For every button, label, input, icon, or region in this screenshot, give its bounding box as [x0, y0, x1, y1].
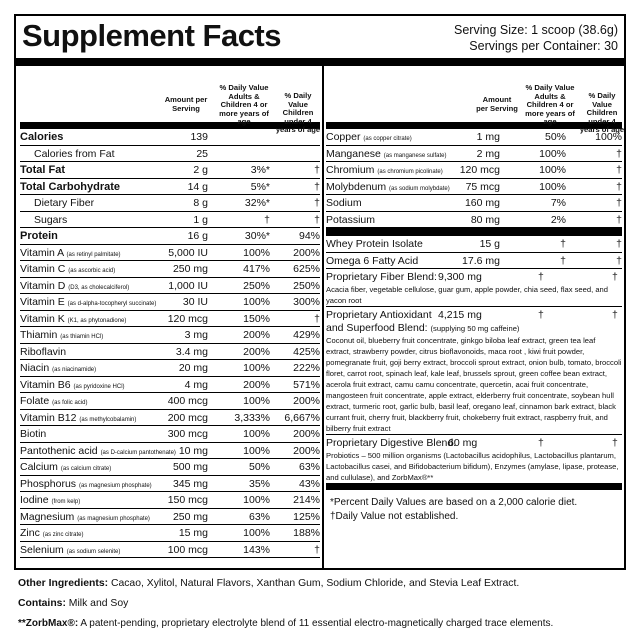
- nutrient-dv-children: 214%: [293, 494, 320, 506]
- nutrient-row: [20, 344, 320, 361]
- nutrient-amount: 150 mcg: [167, 494, 208, 506]
- nutrient-name: [20, 230, 58, 242]
- dv-children-header-right: % Daily Value Children under 4 years of age: [579, 91, 625, 134]
- nutrient-source: (as niacinamide): [52, 367, 97, 373]
- digestive-blend-name: Proprietary Digestive Blend:: [326, 437, 457, 449]
- digestive-blend-desc: Probiotics – 500 million organisms (Lactobacillus acidophilus, Lactobacillus plantarum, Lactobacillus casei, and Bifidobacterium bifidum), Enzymes (amylase, lipase, protease, and cullulase), and ZorbMax®**: [326, 451, 619, 482]
- nutrient-row: [326, 179, 622, 196]
- nutrient-name: [20, 362, 96, 374]
- nutrient-amount: 250 mg: [172, 263, 208, 275]
- nutrient-amount: 20 mg: [178, 362, 208, 374]
- nutrient-amount: 500 mg: [172, 461, 208, 473]
- nutrient-amount: 200 mcg: [167, 411, 208, 424]
- nutrient-row: [20, 245, 320, 262]
- nutrient-name-text: Whey Protein Isolate: [326, 238, 423, 250]
- nutrient-dv-children: †: [616, 147, 622, 160]
- nutrient-dv-children: 250%: [293, 279, 320, 292]
- nutrient-amount: 8 g: [193, 197, 208, 209]
- nutrient-amount: 1 g: [193, 213, 208, 226]
- nutrient-dv-adults: 100%: [243, 444, 270, 457]
- nutrient-dv-adults: 35%: [248, 477, 270, 490]
- nutrient-name: [326, 164, 443, 176]
- nutrient-dv-adults: 100%: [539, 147, 566, 160]
- nutrient-source: (as d-alpha-tocopheryl succinate): [67, 301, 157, 307]
- nutrient-amount: 100 mcg: [167, 543, 208, 556]
- nutrient-dv-adults: 143%: [243, 543, 270, 556]
- nutrient-amount: 75 mcg: [465, 180, 500, 193]
- nutrient-row: [20, 377, 320, 394]
- nutrient-row: [20, 146, 320, 163]
- nutrient-source: (as thiamin HCl): [60, 334, 104, 340]
- fiber-blend-name: Proprietary Fiber Blend:: [326, 271, 437, 283]
- left-column-header: [20, 66, 321, 134]
- nutrient-source: (as copper citrate): [363, 136, 412, 142]
- antioxidant-blend-name: Proprietary Antioxidant: [326, 309, 432, 321]
- nutrient-source: (as pyridoxine HCl): [73, 383, 125, 390]
- nutrient-row: [326, 236, 622, 253]
- nutrient-name: [326, 197, 362, 209]
- nutrient-dv-adults: 5%*: [250, 180, 270, 193]
- nutrient-amount: 5,000 IU: [168, 246, 208, 259]
- nutrient-source: (as calcium citrate): [60, 466, 112, 472]
- nutrient-name-text: Vitamin B6: [20, 378, 71, 391]
- nutrient-source: (as ascorbic acid): [68, 268, 116, 274]
- antioxidant-blend-dv2: †: [612, 309, 618, 321]
- nutrient-name: [20, 527, 83, 539]
- nutrient-amount: 160 mg: [464, 197, 500, 209]
- nutrient-row: [20, 410, 320, 427]
- nutrient-dv-children: †: [616, 197, 622, 209]
- digestive-blend-dv1: †: [538, 437, 544, 449]
- nutrient-name: [326, 238, 423, 250]
- nutrient-dv-children: †: [616, 238, 622, 250]
- nutrient-name: [34, 214, 67, 226]
- nutrient-source: (as sodium selenite): [66, 548, 121, 555]
- nutrient-name-text: Biotin: [20, 428, 47, 440]
- nutrient-dv-children: †: [616, 164, 622, 176]
- bottom-notes: [18, 574, 628, 634]
- supplement-facts-panel: [14, 14, 626, 570]
- nutrient-row: [20, 426, 320, 443]
- nutrient-name-text: Total Fat: [20, 164, 66, 176]
- nutrient-source: (as D-calcium pantothenate): [100, 449, 176, 456]
- nutrient-name: [326, 148, 447, 160]
- nutrient-name: [34, 148, 115, 160]
- page-title: Supplement Facts: [22, 18, 281, 53]
- top-divider: [16, 58, 624, 66]
- nutrient-name: [326, 214, 375, 226]
- right-nutrient-list: [326, 129, 622, 228]
- nutrient-name: [20, 379, 125, 391]
- nutrient-row: [20, 228, 320, 245]
- nutrient-name: [326, 255, 418, 267]
- nutrient-dv-adults: †: [560, 238, 566, 250]
- zorbmax-note: **ZorbMax®: A patent-pending, proprietary electrolyte blend of 11 essential electro-magnetically charged trace elements.: [18, 618, 554, 629]
- nutrient-row: [20, 162, 320, 179]
- nutrient-source: (as magnesium phosphate): [78, 482, 152, 489]
- nutrient-amount: 16 g: [187, 230, 208, 242]
- nutrient-dv-adults: 100%: [243, 395, 270, 407]
- nutrient-name: [20, 263, 115, 275]
- nutrient-name: [20, 461, 111, 473]
- nutrient-row: [20, 294, 320, 311]
- nutrient-source: (as retinyl palmitate): [66, 251, 121, 258]
- antioxidant-blend-name2: and Superfood Blend:: [326, 322, 428, 334]
- nutrient-dv-adults: 100%: [243, 362, 270, 374]
- nutrient-amount: 80 mg: [470, 213, 500, 226]
- nutrient-name: [20, 131, 63, 143]
- nutrient-source: (as sodium molybdate): [389, 185, 450, 192]
- nutrient-row: [20, 542, 320, 559]
- nutrient-amount: 120 mcg: [459, 164, 500, 176]
- nutrient-row: [326, 195, 622, 212]
- nutrient-amount: 15 mg: [178, 527, 208, 539]
- nutrient-name-text: Riboflavin: [20, 345, 67, 358]
- nutrient-dv-children: †: [314, 164, 320, 176]
- nutrient-amount: 1 mg: [476, 131, 500, 143]
- nutrient-name: [20, 544, 120, 556]
- nutrient-dv-children: 200%: [293, 444, 320, 457]
- nutrient-name-text: Dietary Fiber: [34, 197, 95, 209]
- nutrient-name-text: Sugars: [34, 213, 68, 226]
- nutrient-dv-adults: 100%: [539, 164, 566, 176]
- dv-children-header: % Daily Value Children under 4 years of age: [275, 91, 321, 134]
- nutrient-row: [20, 443, 320, 460]
- nutrient-source: (as magnesium phosphate): [77, 515, 150, 522]
- nutrient-dv-children: 200%: [293, 428, 320, 440]
- nutrient-name: [20, 412, 136, 424]
- nutrient-dv-children: 63%: [298, 461, 320, 473]
- contains: Contains: Milk and Soy: [18, 598, 129, 609]
- serving-info: [454, 22, 618, 54]
- nutrient-row: [20, 509, 320, 526]
- nutrient-name-text: Zinc: [20, 527, 40, 539]
- right-column: [326, 66, 625, 524]
- nutrient-dv-adults: 200%: [243, 345, 270, 358]
- nutrient-dv-adults: 200%: [243, 378, 270, 391]
- nutrient-name-text: Thiamin: [20, 329, 58, 341]
- footnotes: [326, 496, 622, 524]
- nutrient-amount: 14 g: [187, 180, 208, 193]
- nutrient-amount: 4 mg: [184, 378, 208, 391]
- nutrient-dv-adults: 100%: [243, 527, 270, 539]
- nutrient-dv-adults: 200%: [243, 329, 270, 341]
- left-nutrient-list: [20, 129, 320, 558]
- dv-adults-header-right: % Daily Value Adults & Children 4 or more years of age: [525, 83, 575, 126]
- right-ingredient-list: [326, 236, 622, 269]
- nutrient-dv-children: 429%: [293, 329, 320, 341]
- amount-header-right: Amount per Serving: [476, 95, 518, 113]
- nutrient-amount: 120 mcg: [167, 312, 208, 325]
- nutrient-row: [20, 311, 320, 328]
- nutrient-row: [20, 525, 320, 542]
- nutrient-source: (as methylcobalamin): [79, 416, 137, 423]
- footnote-percent: *Percent Daily Values are based on a 2,000 calorie diet.: [330, 497, 578, 508]
- nutrient-dv-children: †: [314, 197, 320, 209]
- antioxidant-blend-amount: 4,215 mg: [438, 309, 482, 321]
- nutrient-dv-children: 222%: [293, 362, 320, 374]
- nutrient-amount: 15 g: [479, 238, 500, 250]
- nutrient-source: (D3, as cholecalciferol): [68, 284, 130, 291]
- nutrient-dv-children: 571%: [293, 378, 320, 391]
- nutrient-row: [326, 253, 622, 270]
- nutrient-row: [20, 476, 320, 493]
- nutrient-amount: 400 mcg: [167, 395, 208, 407]
- nutrient-row: [326, 162, 622, 179]
- fiber-blend: [326, 269, 622, 307]
- nutrient-row: [20, 212, 320, 229]
- nutrient-dv-children: †: [616, 180, 622, 193]
- fiber-blend-amount: 9,300 mg: [438, 271, 482, 283]
- nutrient-row: [20, 459, 320, 476]
- digestive-blend-amount: 60 mg: [448, 437, 478, 449]
- nutrient-amount: 25: [196, 147, 208, 160]
- nutrient-name: [20, 494, 80, 506]
- nutrient-name-text: Molybdenum: [326, 180, 387, 193]
- nutrient-amount: 345 mg: [172, 477, 208, 490]
- nutrient-dv-children: 300%: [293, 296, 320, 308]
- nutrient-amount: 3 mg: [184, 329, 208, 341]
- dv-adults-header: % Daily Value Adults & Children 4 or more years of age: [219, 83, 269, 126]
- nutrient-name: [20, 296, 156, 308]
- nutrient-amount: 1,000 IU: [168, 279, 208, 292]
- fiber-blend-dv2: †: [612, 271, 618, 283]
- nutrient-name-text: Vitamin A: [20, 246, 64, 259]
- nutrient-name-text: Folate: [20, 395, 50, 407]
- nutrient-amount: 17.6 mg: [462, 254, 500, 267]
- nutrient-source: (as zinc citrate): [42, 532, 84, 538]
- other-ingredients: Other Ingredients: Cacao, Xylitol, Natural Flavors, Xanthan Gum, Sodium Chloride, and Stevia Leaf Extract.: [18, 578, 520, 589]
- nutrient-name: [20, 247, 121, 259]
- fiber-blend-desc: Acacia fiber, vegetable cellulose, guar gum, apple powder, chia seed, flax seed, and yacon root: [326, 285, 608, 305]
- nutrient-name: [20, 428, 46, 440]
- nutrient-amount: 30 IU: [182, 296, 208, 308]
- nutrient-amount: 250 mg: [172, 510, 208, 523]
- nutrient-row: [20, 261, 320, 278]
- nutrient-dv-children: 425%: [293, 345, 320, 358]
- nutrient-name-text: Calcium: [20, 461, 58, 473]
- nutrient-row: [20, 195, 320, 212]
- nutrient-dv-children: †: [314, 312, 320, 325]
- servings-per-container: Servings per Container: 30: [469, 39, 618, 53]
- nutrient-name: [34, 197, 94, 209]
- nutrient-dv-children: 94%: [298, 230, 320, 242]
- nutrient-dv-children: 100%: [595, 131, 622, 143]
- antioxidant-blend-dv1: †: [538, 309, 544, 321]
- nutrient-name: [326, 131, 412, 143]
- nutrient-name: [20, 280, 129, 292]
- nutrient-dv-adults: 417%: [243, 263, 270, 275]
- nutrient-source: (from kelp): [51, 499, 81, 505]
- nutrient-name-text: Calories: [20, 131, 64, 143]
- nutrient-row: [20, 327, 320, 344]
- nutrient-name-text: Vitamin K: [20, 312, 65, 325]
- nutrient-name-text: Pantothenic acid: [20, 444, 98, 457]
- nutrient-dv-children: †: [616, 213, 622, 226]
- nutrient-amount: 3.4 mg: [175, 345, 208, 358]
- nutrient-dv-children: 125%: [293, 510, 320, 523]
- nutrient-name-text: Copper: [326, 131, 361, 143]
- nutrient-dv-children: †: [616, 254, 622, 267]
- mid-divider: [326, 228, 622, 236]
- nutrient-name-text: Omega 6 Fatty Acid: [326, 254, 419, 267]
- nutrient-dv-adults: 3,333%: [234, 411, 270, 424]
- nutrient-name-text: Magnesium: [20, 510, 75, 523]
- serving-size: Serving Size: 1 scoop (38.6g): [454, 23, 618, 37]
- nutrient-row: [20, 278, 320, 295]
- fiber-blend-dv1: †: [538, 271, 544, 283]
- nutrient-amount: 139: [190, 131, 208, 143]
- nutrient-dv-children: 200%: [293, 246, 320, 259]
- nutrient-dv-children: 43%: [298, 477, 320, 490]
- nutrient-dv-adults: 30%*: [244, 230, 270, 242]
- right-column-header: [326, 66, 625, 134]
- nutrient-dv-adults: 150%: [243, 312, 270, 325]
- antioxidant-blend-desc: Coconut oil, blueberry fruit concentrate, ginkgo biloba leaf extract, green tea leaf extract, strawberry powder, citrus bioflavonoids, maca root , kiwi fruit powder, pomegranate fruit, goji berry extract, broccoli sprout extract, onion bulb, tomato, broccoli floret, carrot root, spinach leaf, kale leaf, brussels sprout, green coffee bean extract, acerola fruit extract, camu camu concentrate, quercetin, acai fruit concentrate, mangosteen fruit concentrate, apple extract, elderberry fruit concentrate, soybean hull extract, turmeric root, garlic bulb, basil leaf, oregano leaf, cinnamon bark extract, black currant fruit, cherry fruit, blackberry fruit, chokeberry fruit extract, raspberry fruit, and bilberry fruit extract: [326, 336, 622, 433]
- nutrient-source: (as chromium picolinate): [377, 169, 443, 175]
- nutrient-dv-adults: 50%: [544, 131, 566, 143]
- nutrient-source: (as folic acid): [52, 400, 88, 406]
- nutrient-dv-children: †: [314, 213, 320, 226]
- nutrient-amount: 2 g: [193, 164, 208, 176]
- nutrient-name: [20, 164, 65, 176]
- nutrient-amount: 10 mg: [178, 444, 208, 457]
- nutrient-dv-adults: 2%: [550, 213, 566, 226]
- nutrient-dv-adults: †: [560, 254, 566, 267]
- nutrient-dv-adults: 100%: [243, 246, 270, 259]
- nutrient-dv-adults: 100%: [243, 494, 270, 506]
- nutrient-name: [20, 478, 152, 490]
- nutrient-name-text: Manganese: [326, 147, 381, 160]
- nutrient-name-text: Vitamin C: [20, 263, 66, 275]
- antioxidant-blend: [326, 307, 622, 435]
- nutrient-amount: 300 mcg: [167, 428, 208, 440]
- nutrient-row: [326, 146, 622, 163]
- nutrient-dv-adults: 250%: [243, 279, 270, 292]
- nutrient-dv-adults: 100%: [243, 428, 270, 440]
- nutrient-name-text: Selenium: [20, 543, 64, 556]
- digestive-blend: [326, 435, 622, 490]
- nutrient-name-text: Chromium: [326, 164, 375, 176]
- nutrient-dv-adults: 100%: [243, 296, 270, 308]
- nutrient-name-text: Vitamin E: [20, 296, 65, 308]
- footnote-dagger: †Daily Value not established.: [330, 511, 459, 522]
- amount-header: Amount per Serving: [164, 95, 208, 113]
- nutrient-dv-children: 188%: [293, 527, 320, 539]
- nutrient-row: [326, 212, 622, 229]
- nutrient-name-text: Total Carbohydrate: [20, 180, 121, 193]
- digestive-blend-dv2: †: [612, 437, 618, 449]
- nutrient-dv-adults: †: [264, 213, 270, 226]
- nutrient-name: [20, 181, 120, 193]
- nutrient-dv-children: 200%: [293, 395, 320, 407]
- nutrient-name: [20, 395, 87, 407]
- left-column: [20, 66, 320, 558]
- nutrient-name-text: Sodium: [326, 197, 362, 209]
- nutrient-name-text: Iodine: [20, 494, 49, 506]
- nutrient-name: [20, 511, 150, 523]
- nutrient-row: [20, 492, 320, 509]
- nutrient-name: [20, 346, 66, 358]
- nutrient-dv-children: 625%: [293, 263, 320, 275]
- nutrient-name-text: Phosphorus: [20, 477, 77, 490]
- nutrient-dv-adults: 100%: [539, 180, 566, 193]
- nutrient-dv-adults: 50%: [248, 461, 270, 473]
- nutrient-name-text: Calories from Fat: [34, 147, 115, 160]
- nutrient-name: [20, 313, 126, 325]
- nutrient-name-text: Protein: [20, 230, 58, 242]
- nutrient-dv-children: †: [314, 180, 320, 193]
- column-divider: [322, 66, 324, 570]
- antioxidant-blend-note: (supplying 50 mg caffeine): [430, 324, 520, 333]
- nutrient-row: [20, 360, 320, 377]
- nutrient-row: [20, 129, 320, 146]
- nutrient-dv-adults: 63%: [248, 510, 270, 523]
- nutrient-dv-children: 6,667%: [284, 411, 320, 424]
- nutrient-name-text: Vitamin B12: [20, 411, 77, 424]
- nutrient-source: (as manganese sulfate): [383, 152, 447, 159]
- nutrient-dv-adults: 7%: [550, 197, 566, 209]
- nutrient-amount: 2 mg: [476, 147, 500, 160]
- nutrient-row: [326, 129, 622, 146]
- nutrient-name: [20, 329, 103, 341]
- nutrient-name-text: Vitamin D: [20, 279, 66, 292]
- nutrient-name-text: Potassium: [326, 213, 376, 226]
- nutrient-dv-children: †: [314, 543, 320, 556]
- nutrient-name-text: Niacin: [20, 362, 50, 374]
- nutrient-source: (K1, as phytonadione): [67, 317, 127, 324]
- nutrient-dv-adults: 32%*: [244, 197, 270, 209]
- nutrient-row: [20, 393, 320, 410]
- nutrient-dv-adults: 3%*: [250, 164, 270, 176]
- nutrient-row: [20, 179, 320, 196]
